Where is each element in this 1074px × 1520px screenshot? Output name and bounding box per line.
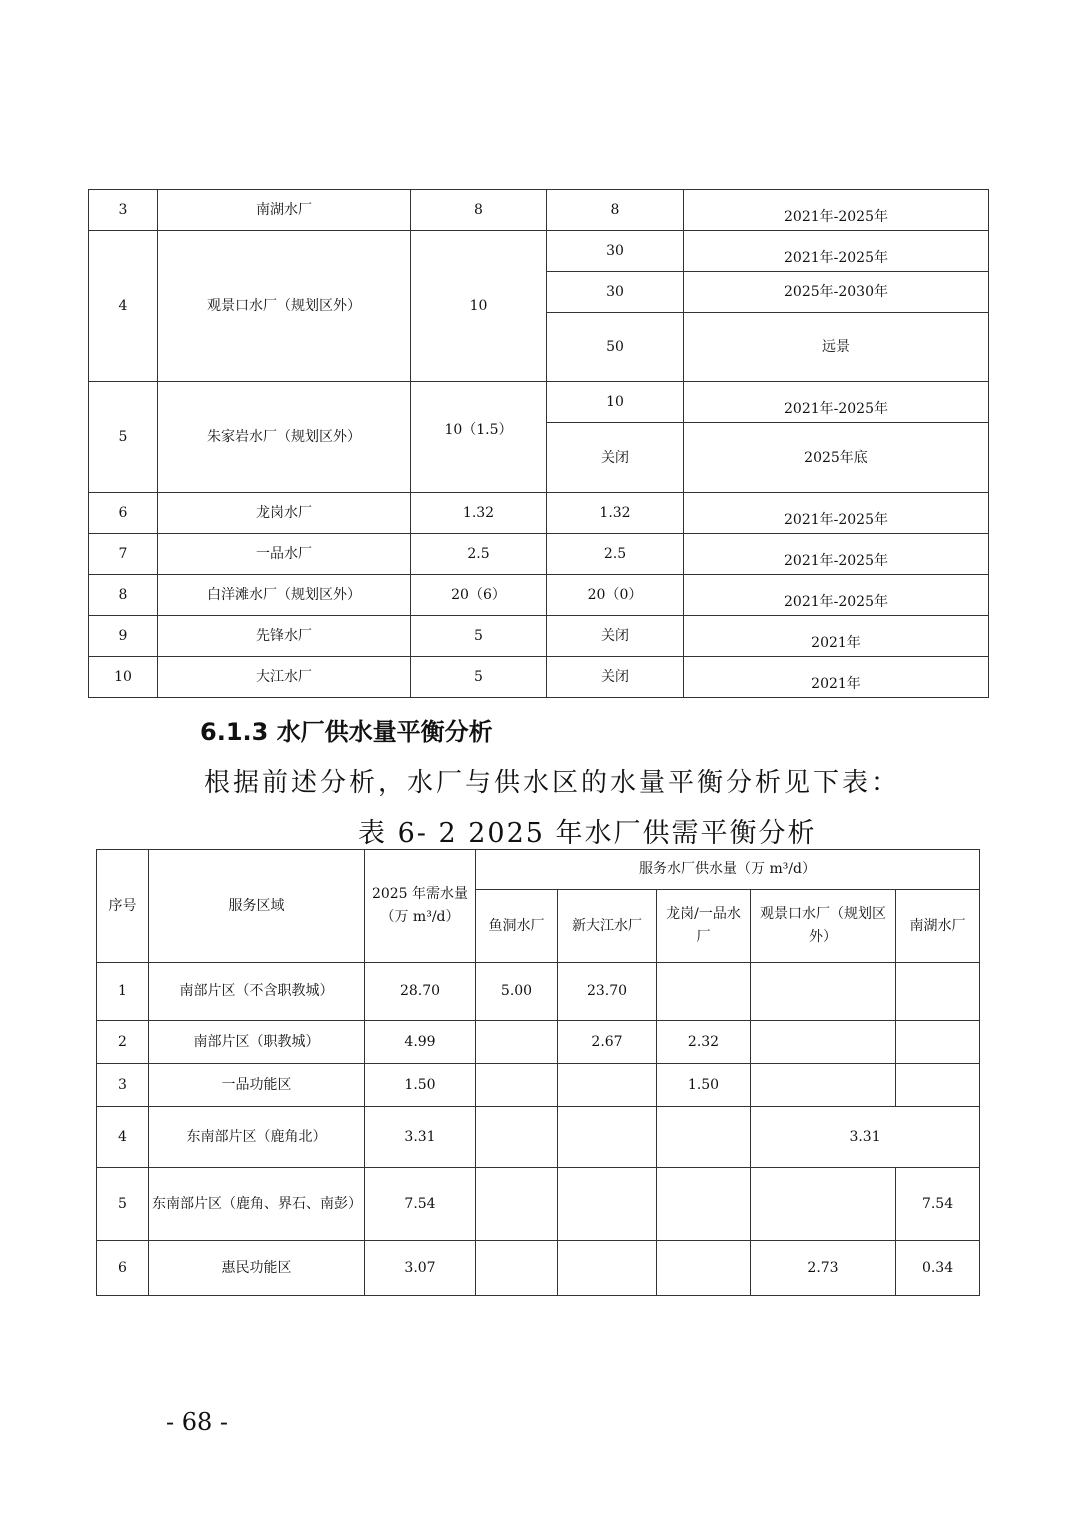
plant-name: 先锋水厂 <box>158 616 411 657</box>
row-number: 10 <box>89 657 158 698</box>
plan-period: 2021年-2025年 <box>684 534 989 575</box>
service-area: 一品功能区 <box>149 1064 365 1107</box>
header-area: 服务区域 <box>149 850 365 963</box>
supply-value <box>657 1107 751 1168</box>
page-number: - 68 - <box>166 1408 229 1436</box>
plan-capacity: 2.5 <box>547 534 684 575</box>
demand-value: 1.50 <box>365 1064 476 1107</box>
plan-period: 远景 <box>684 313 989 382</box>
supply-value: 7.54 <box>896 1168 980 1241</box>
row-number: 3 <box>97 1064 149 1107</box>
row-number: 5 <box>89 382 158 493</box>
row-number: 8 <box>89 575 158 616</box>
balance-table <box>96 849 980 1296</box>
header-plant: 南湖水厂 <box>896 890 980 963</box>
supply-value <box>476 1168 558 1241</box>
plant-name: 南湖水厂 <box>158 190 411 231</box>
supply-value <box>558 1107 657 1168</box>
row-number: 5 <box>97 1168 149 1241</box>
supply-value <box>476 1107 558 1168</box>
body-paragraph: 根据前述分析，水厂与供水区的水量平衡分析见下表： <box>204 768 901 798</box>
table-row <box>97 1021 980 1064</box>
plant-capacity: 10 <box>411 231 547 382</box>
row-number: 1 <box>97 963 149 1021</box>
header-no: 序号 <box>97 850 149 963</box>
supply-value <box>558 1064 657 1107</box>
demand-value: 7.54 <box>365 1168 476 1241</box>
plant-capacity: 8 <box>411 190 547 231</box>
supply-value: 2.67 <box>558 1021 657 1064</box>
plan-period: 2021年-2025年 <box>684 231 989 272</box>
plan-capacity: 20（0） <box>547 575 684 616</box>
service-area: 惠民功能区 <box>149 1241 365 1296</box>
table-caption: 表 6- 2 2025 年水厂供需平衡分析 <box>358 818 817 849</box>
header-demand: 2025 年需水量（万 m³/d） <box>365 850 476 963</box>
table-row <box>97 1107 980 1168</box>
plant-capacity: 5 <box>411 616 547 657</box>
header-row <box>97 850 980 890</box>
plant-name: 观景口水厂（规划区外） <box>158 231 411 382</box>
header-plant: 龙岗/一品水厂 <box>657 890 751 963</box>
header-plant: 鱼洞水厂 <box>476 890 558 963</box>
header-plant: 新大江水厂 <box>558 890 657 963</box>
table-row <box>97 1241 980 1296</box>
header-plant: 观景口水厂（规划区外） <box>751 890 896 963</box>
supply-value: 2.73 <box>751 1241 896 1296</box>
plan-period: 2021年-2025年 <box>684 493 989 534</box>
row-number: 9 <box>89 616 158 657</box>
table-row <box>97 1168 980 1241</box>
supply-value <box>751 1064 896 1107</box>
plan-capacity: 关闭 <box>547 657 684 698</box>
supply-value <box>558 1241 657 1296</box>
plan-capacity: 30 <box>547 231 684 272</box>
plan-capacity: 30 <box>547 272 684 313</box>
plan-capacity: 50 <box>547 313 684 382</box>
plan-capacity: 1.32 <box>547 493 684 534</box>
plan-period: 2021年-2025年 <box>684 190 989 231</box>
supply-value <box>896 1064 980 1107</box>
service-area: 东南部片区（鹿角北） <box>149 1107 365 1168</box>
plan-period: 2025年底 <box>684 423 989 493</box>
plant-name: 朱家岩水厂（规划区外） <box>158 382 411 493</box>
plant-name: 白洋滩水厂（规划区外） <box>158 575 411 616</box>
supply-value: 23.70 <box>558 963 657 1021</box>
section-heading: 6.1.3 水厂供水量平衡分析 <box>200 718 493 746</box>
table-row <box>89 657 989 698</box>
supply-value: 3.31 <box>751 1107 980 1168</box>
row-number: 7 <box>89 534 158 575</box>
supply-value <box>896 1021 980 1064</box>
supply-value <box>751 1168 896 1241</box>
supply-value <box>657 1168 751 1241</box>
supply-value <box>751 1021 896 1064</box>
supply-value <box>558 1168 657 1241</box>
plan-period: 2021年 <box>684 657 989 698</box>
plan-capacity: 关闭 <box>547 423 684 493</box>
plan-capacity: 10 <box>547 382 684 423</box>
table-row <box>89 382 989 423</box>
supply-value: 1.50 <box>657 1064 751 1107</box>
supply-value: 5.00 <box>476 963 558 1021</box>
supply-value <box>657 963 751 1021</box>
table-row <box>89 190 989 231</box>
table-row <box>89 575 989 616</box>
demand-value: 28.70 <box>365 963 476 1021</box>
demand-value: 3.31 <box>365 1107 476 1168</box>
table-row <box>89 534 989 575</box>
table-row <box>97 963 980 1021</box>
supply-value <box>476 1241 558 1296</box>
plan-capacity: 关闭 <box>547 616 684 657</box>
plant-capacity: 20（6） <box>411 575 547 616</box>
supply-value <box>751 963 896 1021</box>
plant-capacity: 2.5 <box>411 534 547 575</box>
row-number: 4 <box>97 1107 149 1168</box>
plan-period: 2021年-2025年 <box>684 575 989 616</box>
supply-value: 2.32 <box>657 1021 751 1064</box>
row-number: 6 <box>97 1241 149 1296</box>
row-number: 4 <box>89 231 158 382</box>
plant-capacity: 10（1.5） <box>411 382 547 493</box>
plant-capacity: 5 <box>411 657 547 698</box>
plan-capacity: 8 <box>547 190 684 231</box>
plan-period: 2025年-2030年 <box>684 272 989 313</box>
supply-value <box>657 1241 751 1296</box>
service-area: 南部片区（不含职教城） <box>149 963 365 1021</box>
supply-value: 0.34 <box>896 1241 980 1296</box>
plant-name: 一品水厂 <box>158 534 411 575</box>
row-number: 3 <box>89 190 158 231</box>
service-area: 南部片区（职教城） <box>149 1021 365 1064</box>
demand-value: 4.99 <box>365 1021 476 1064</box>
plant-capacity: 1.32 <box>411 493 547 534</box>
plan-period: 2021年 <box>684 616 989 657</box>
table-row <box>89 493 989 534</box>
supply-value <box>476 1064 558 1107</box>
plant-schedule-table <box>88 189 989 698</box>
row-number: 6 <box>89 493 158 534</box>
header-supply: 服务水厂供水量（万 m³/d） <box>476 850 980 890</box>
demand-value: 3.07 <box>365 1241 476 1296</box>
plan-period: 2021年-2025年 <box>684 382 989 423</box>
supply-value <box>476 1021 558 1064</box>
row-number: 2 <box>97 1021 149 1064</box>
table-row <box>97 1064 980 1107</box>
supply-value <box>896 963 980 1021</box>
service-area: 东南部片区（鹿角、界石、南彭） <box>149 1168 365 1241</box>
plant-name: 龙岗水厂 <box>158 493 411 534</box>
table-row <box>89 616 989 657</box>
plant-name: 大江水厂 <box>158 657 411 698</box>
table-row <box>89 231 989 272</box>
